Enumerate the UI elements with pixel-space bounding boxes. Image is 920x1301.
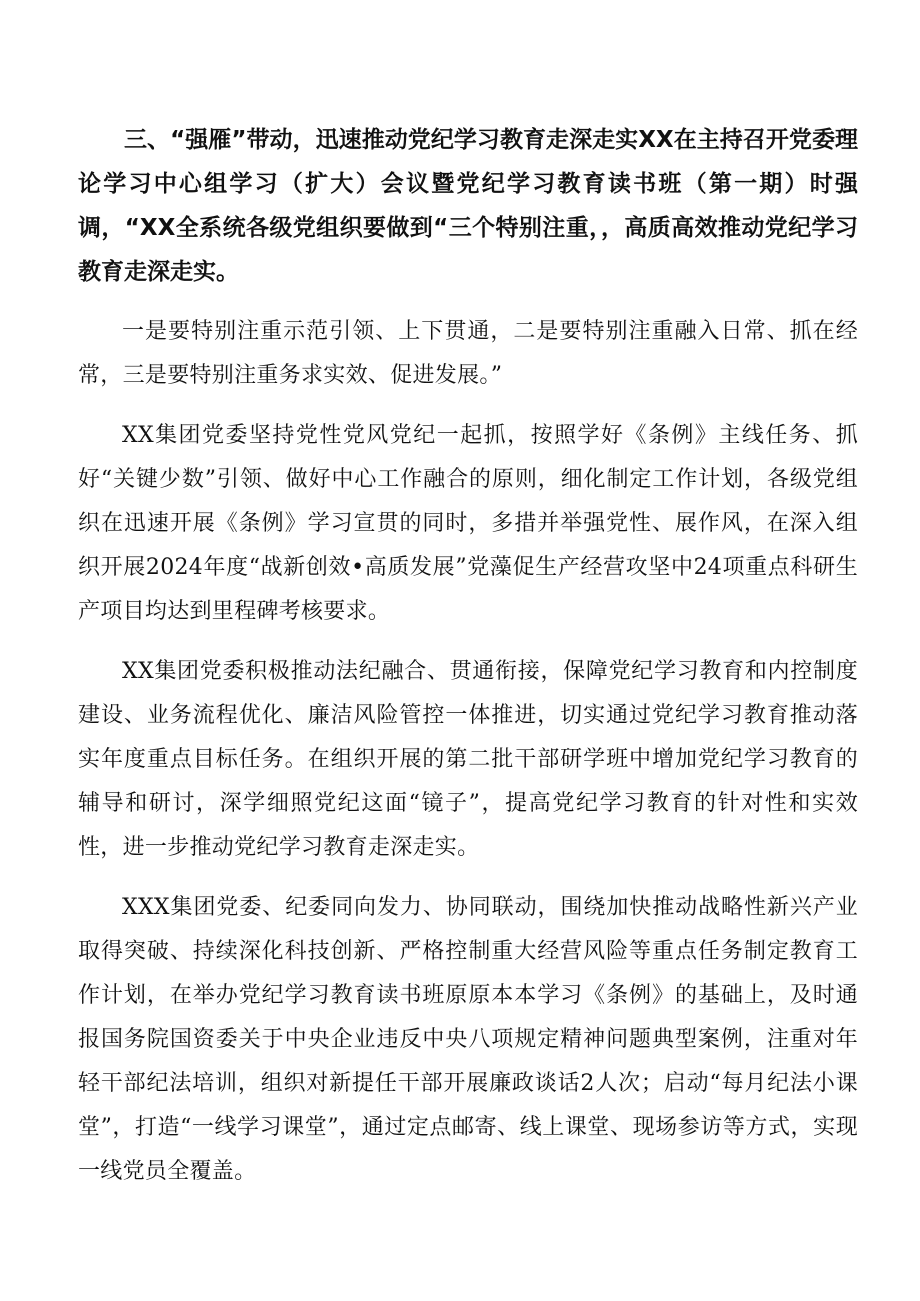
section-heading: 三、“强雁”带动，迅速推动党纪学习教育走深走实XX在主持召开党委理论学习中心组学习（扩大）会议暨党纪学习教育读书班（第一期）时强调，“XX全系统各级党组织要做到“三个特别注重，，高质高效推动党纪学习教育走深走实。 — [78, 127, 858, 285]
document-page — [78, 118, 858, 1210]
paragraph-4: XXX集团党委、纪委同向发力、协同联动，围绕加快推动战略性新兴产业取得突破、持续深化科技创新、严格控制重大经营风险等重点任务制定教育工作计划，在举办党纪学习教育读书班原原本本学习《条例》的基础上，及时通报国务院国资委关于中央企业违反中央八项规定精神问题典型案例，注重对年轻干部纪法培训，组织对新提任干部开展廉政谈话2人次；启动“每月纪法小课堂”，打造“一线学习课堂”，通过定点邮寄、线上课堂、现场参访等方式，实现一线党员全覆盖。 — [78, 895, 858, 1184]
paragraph-2: XX集团党委坚持党性党风党纪一起抓，按照学好《条例》主线任务、抓好“关键少数”引领、做好中心工作融合的原则，细化制定工作计划，各级党组织在迅速开展《条例》学习宣贯的同时，多措并举强党性、展作风，在深入组织开展2024年度“战新创效•高质发展”党藻促生产经营攻坚中24项重点科研生产项目均达到里程碑考核要求。 — [78, 423, 858, 624]
paragraph-1: 一是要特别注重示范引领、上下贯通，二是要特别注重融入日常、抓在经常，三是要特别注重务求实效、促进发展。” — [78, 319, 858, 388]
paragraph-3: XX集团党委积极推动法纪融合、贯通衔接，保障党纪学习教育和内控制度建设、业务流程优化、廉洁风险管控一体推进，切实通过党纪学习教育推动落实年度重点目标任务。在组织开展的第二批干部研学班中增加党纪学习教育的辅导和研讨，深学细照党纪这面“镜子”，提高党纪学习教育的针对性和实效性，进一步推动党纪学习教育走深走实。 — [78, 659, 858, 860]
